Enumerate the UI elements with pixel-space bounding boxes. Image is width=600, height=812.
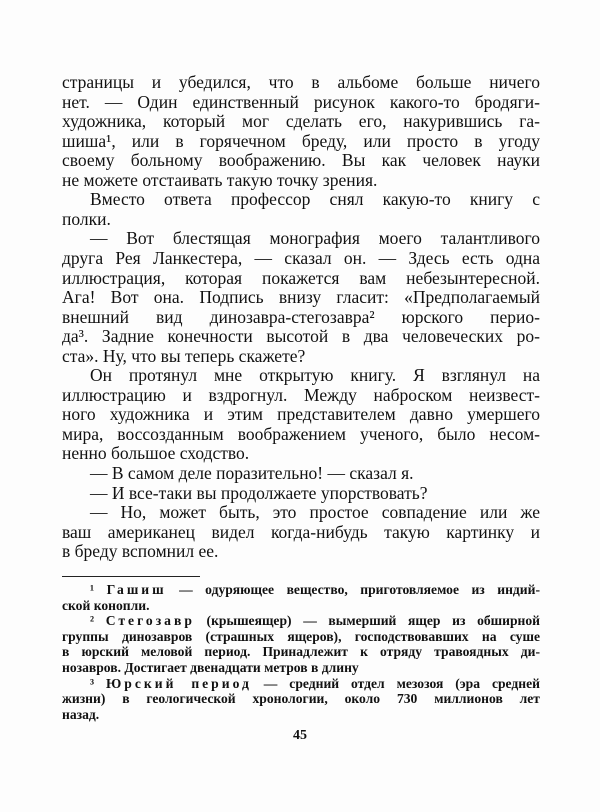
footnote-marker: ² [90,613,106,629]
text-line: мира, воссозданным воображением ученого, было несом- [62,423,540,444]
footnote-text: (крышеящер) — вымерший ящер из обширной [194,613,540,629]
text-line: иллюстрацию и вздрогнул. Между наброском неизвест- [62,384,540,405]
footnote-line [62,660,540,676]
text-line: — И все-таки вы продолжаете упорствовать? [90,482,428,503]
text-line: — Но, может быть, это простое совпадение или же [90,502,540,523]
page-number: 45 [293,728,307,743]
text-line: в бреду вспомнил ее. [62,541,219,562]
footnote-line [62,598,540,614]
text-line: — В самом деле поразительно! — сказал я. [90,463,414,483]
footnote-text: назад. [62,706,100,722]
footnote-line [62,629,540,645]
footnote-text: жизни) в геологической хронологии, около 730 миллионов лет [62,691,540,707]
text-line: шиша¹, или в горячечном бреду, или просто в угоду [62,130,540,151]
footnote-line [62,691,540,707]
footnote-text: нозавров. Достигает двенадцати метров в длину [62,660,359,675]
footnote-line [62,707,540,723]
text-line: своему больному воображению. Вы как человек науки [62,150,540,171]
footnote-divider [62,576,200,577]
footnote-line [62,613,540,629]
text-line: Он протянул мне открытую книгу. Я взглянул на [90,365,540,386]
text-line: — Вот блестящая монография моего талантливого [90,228,540,249]
footnote-term: Юрский период [106,675,252,691]
text-line: друга Рея Ланкестера, — сказал он. — Здесь есть одна [62,247,540,268]
footnote-term: Гашиш [106,582,167,597]
text-line: Вместо ответа профессор снял какую-то книгу с [90,189,540,210]
text-line: ста». Ну, что вы теперь скажете? [62,345,306,366]
text-line: нет. — Один единственный рисунок какого-то бродяги- [62,91,540,112]
footnote-text: ской конопли. [62,597,150,613]
footnote-text: группы динозавров (страшных ящеров), господствовавших на суше [62,628,540,644]
text-line: ваш американец видел когда-нибудь такую картинку и [62,521,540,542]
text-line: Ага! Вот она. Подпись внизу гласит: «Предполагаемый [62,287,540,308]
footnote-text: — средний отдел мезозоя (эра средней [251,675,540,691]
text-line: ненно большое сходство. [62,443,250,464]
footnote-line [62,582,540,598]
footnote-marker: ¹ [90,582,107,597]
footnote-line [62,676,540,692]
text-line: иллюстрация, которая покажется вам небезынтересной. [62,267,540,288]
text-line: художника, который мог сделать его, накурившись га- [62,111,540,132]
footnote-line [62,644,540,660]
text-line: ного художника и этим представителем давно умершего [62,404,540,425]
text-line: не можете отстаивать такую точку зрения. [62,169,378,190]
footnote-term: Стегозавр [105,613,195,629]
footnote-text: в юрский меловой период. Принадлежит к отряду травоядных ди- [62,644,540,660]
text-line: да³. Задние конечности высотой в два человеческих ро- [62,326,540,347]
text-line: страницы и убедился, что в альбоме больше ничего [62,72,540,92]
footnote-marker: ³ [90,675,106,691]
footnote-text: — одуряющее вещество, приготовляемое из индий- [166,582,540,597]
text-line: полки. [62,208,111,229]
text-line: внешний вид динозавра-стегозавра² юрского перио- [62,306,540,327]
